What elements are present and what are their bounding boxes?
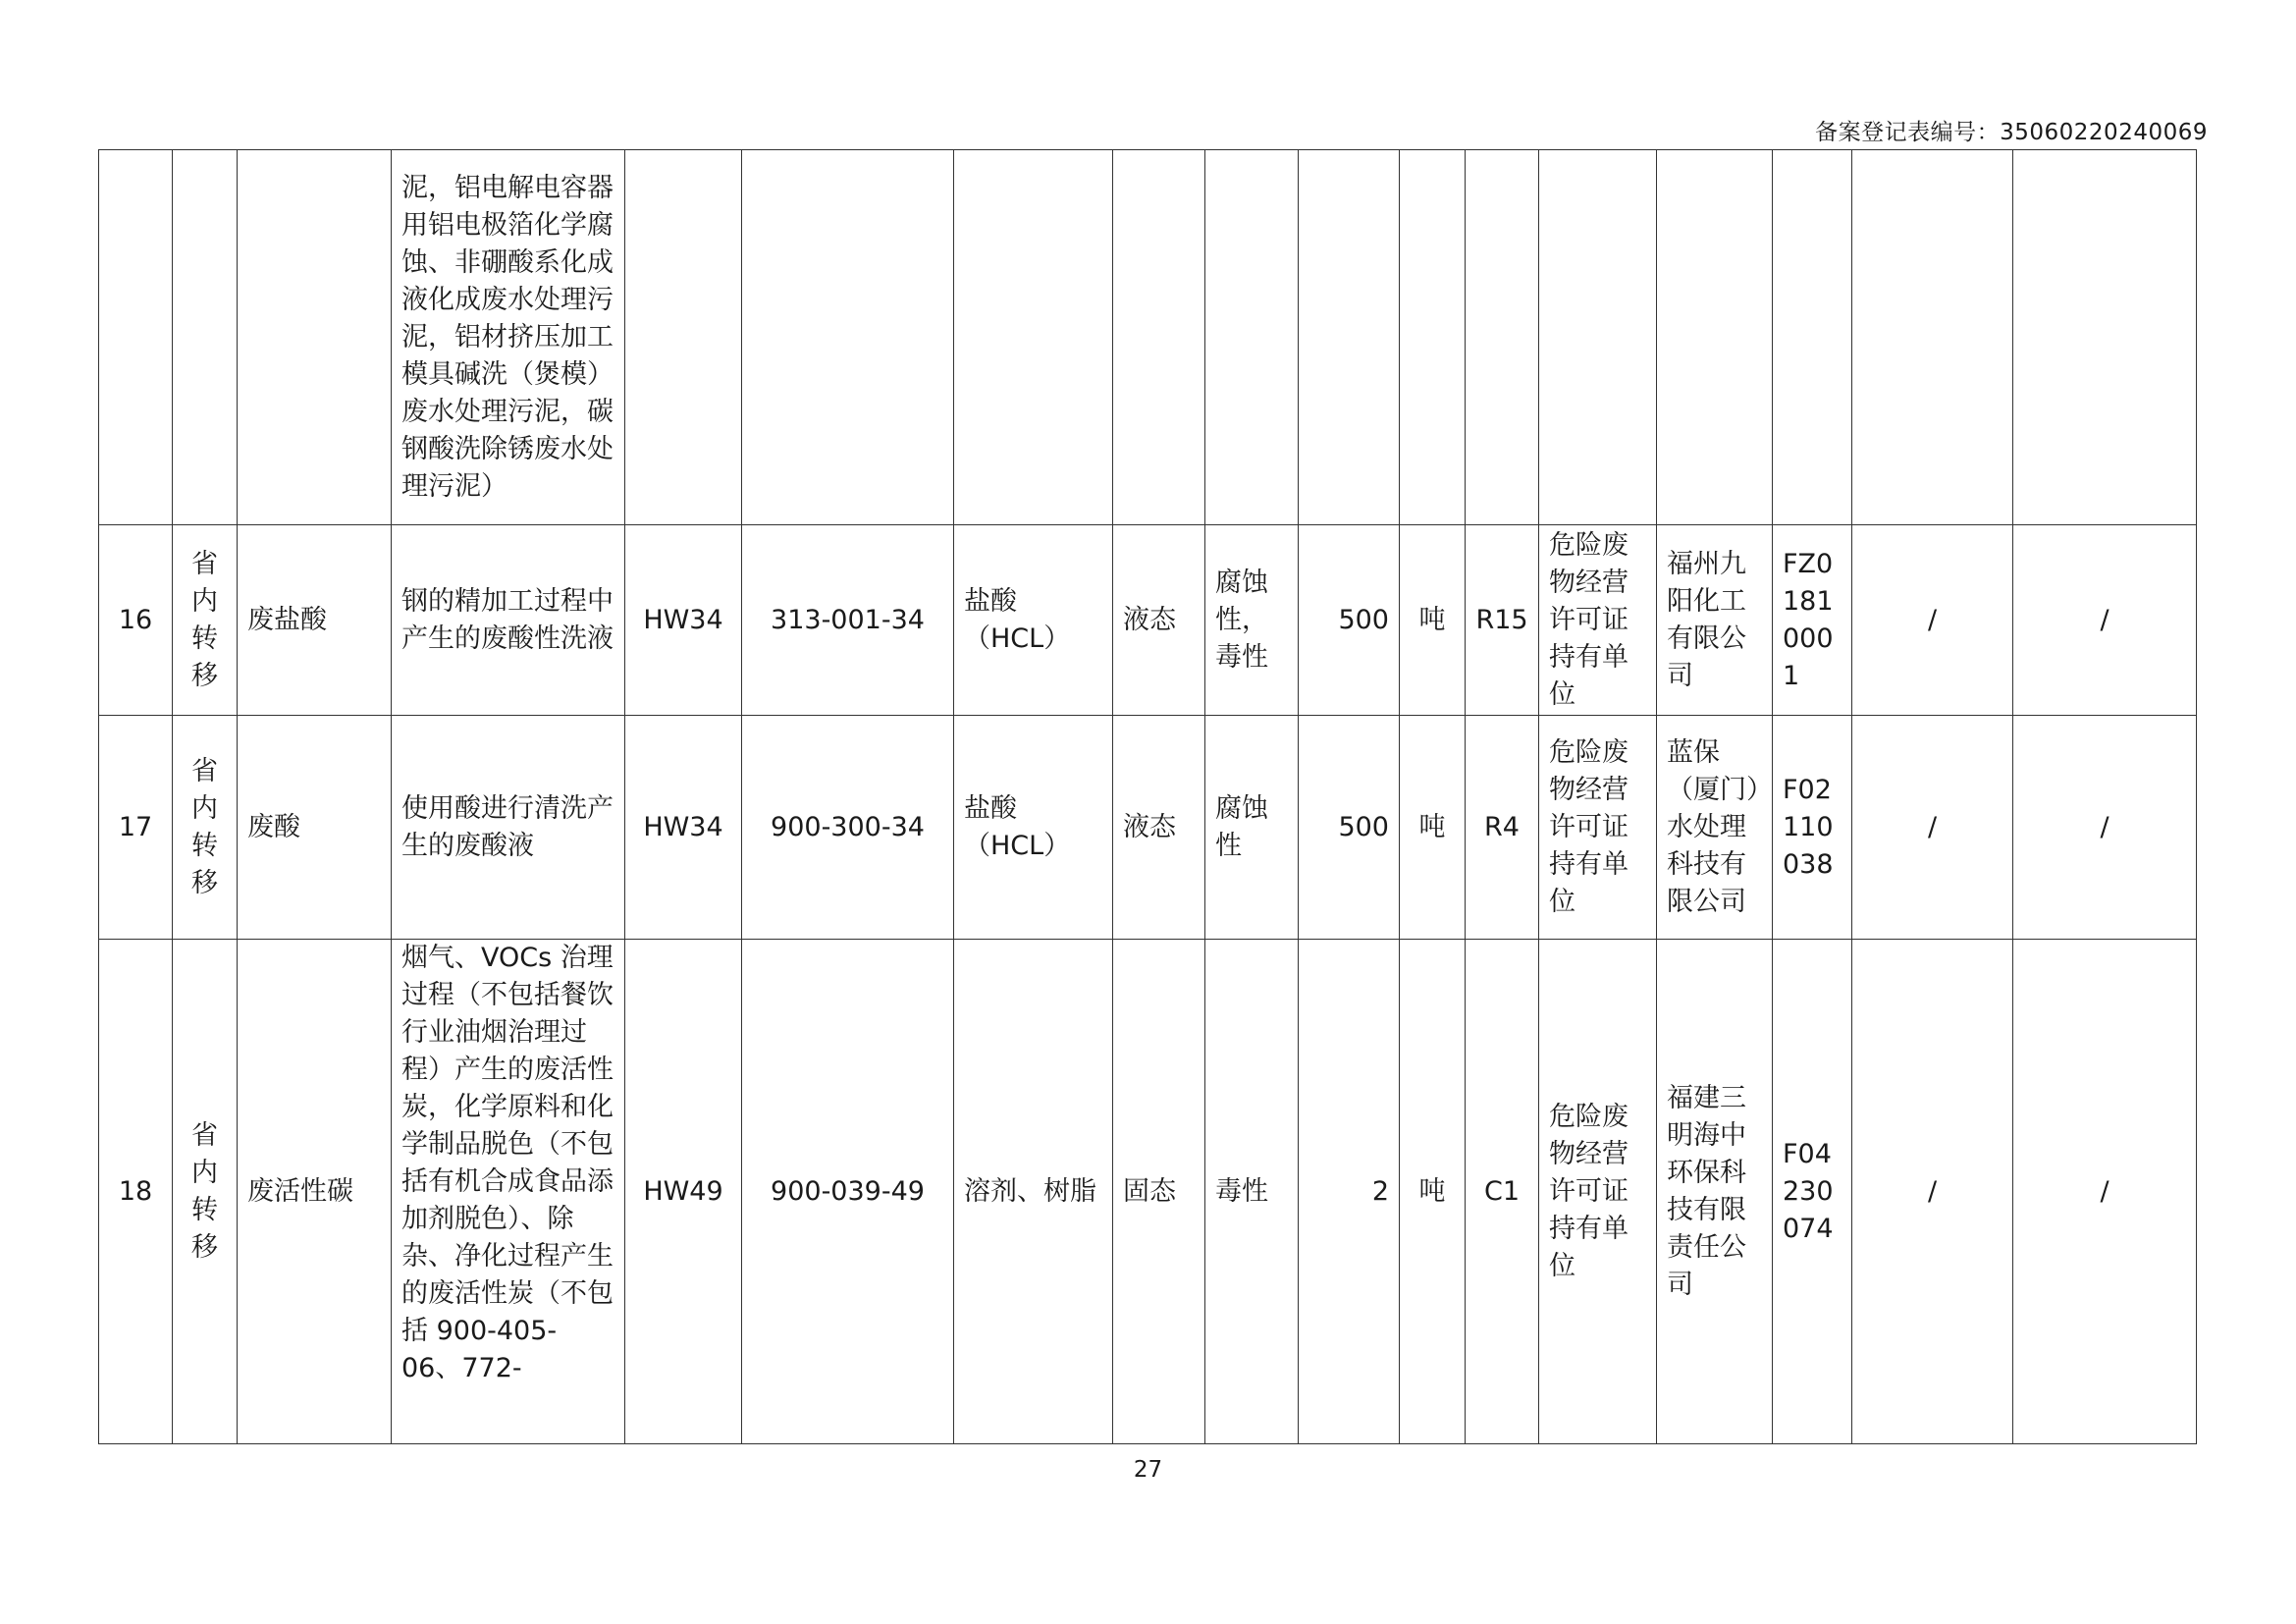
cell-no: [99, 150, 173, 525]
cell-amount: [1299, 150, 1400, 525]
cell-component: 盐酸（HCL）: [954, 525, 1113, 716]
cell-amount: 500: [1299, 716, 1400, 940]
cell-unit: 吨: [1400, 525, 1466, 716]
cell-qualification: 危险废物经营许可证持有单位: [1539, 716, 1657, 940]
cell-category: HW34: [625, 716, 742, 940]
cell-method: R4: [1466, 716, 1539, 940]
cell-license: F04230074: [1773, 940, 1852, 1444]
cell-component: 溶剂、树脂: [954, 940, 1113, 1444]
cell-transfer: 省内转移: [173, 525, 238, 716]
cell-form: [1113, 150, 1205, 525]
cell-qualification: 危险废物经营许可证持有单位: [1539, 525, 1657, 716]
table-row-continuation: [99, 150, 2197, 525]
cell-no: 18: [99, 940, 173, 1444]
cell-col14: [1852, 150, 2013, 525]
cell-method: C1: [1466, 940, 1539, 1444]
cell-name: [238, 150, 392, 525]
cell-form: 液态: [1113, 716, 1205, 940]
cell-receiver: 福建三明海中环保科技有限责任公司: [1657, 940, 1773, 1444]
table-row: [99, 940, 2197, 1444]
page-number: 27: [1133, 1457, 1163, 1483]
cell-form: 液态: [1113, 525, 1205, 716]
cell-name: 废酸: [238, 716, 392, 940]
cell-unit: [1400, 150, 1466, 525]
cell-receiver: [1657, 150, 1773, 525]
cell-code: 900-039-49: [742, 940, 954, 1444]
cell-unit: 吨: [1400, 716, 1466, 940]
cell-license: FZ01810001: [1773, 525, 1852, 716]
cell-col14: /: [1852, 716, 2013, 940]
cell-no: 16: [99, 525, 173, 716]
cell-amount: 500: [1299, 525, 1400, 716]
cell-form: 固态: [1113, 940, 1205, 1444]
cell-category: HW34: [625, 525, 742, 716]
cell-code: 313-001-34: [742, 525, 954, 716]
cell-amount: 2: [1299, 940, 1400, 1444]
cell-source: 泥，铝电解电容器用铝电极箔化学腐蚀、非硼酸系化成液化成废水处理污泥，铝材挤压加工模具碱洗（煲模）废水处理污泥，碳钢酸洗除锈废水处理污泥）: [392, 150, 625, 525]
cell-license: F02110038: [1773, 716, 1852, 940]
table-row: [99, 716, 2197, 940]
cell-col15: /: [2013, 525, 2197, 716]
cell-component: 盐酸（HCL）: [954, 716, 1113, 940]
cell-col14: /: [1852, 940, 2013, 1444]
cell-component: [954, 150, 1113, 525]
cell-license: [1773, 150, 1852, 525]
cell-hazard: 毒性: [1205, 940, 1299, 1444]
cell-col15: /: [2013, 716, 2197, 940]
cell-name: 废盐酸: [238, 525, 392, 716]
cell-receiver: 蓝保（厦门）水处理科技有限公司: [1657, 716, 1773, 940]
cell-source: 使用酸进行清洗产生的废酸液: [392, 716, 625, 940]
cell-col14: /: [1852, 525, 2013, 716]
cell-col15: /: [2013, 940, 2197, 1444]
cell-category: HW49: [625, 940, 742, 1444]
cell-code: 900-300-34: [742, 716, 954, 940]
cell-qualification: [1539, 150, 1657, 525]
cell-col15: [2013, 150, 2197, 525]
cell-source: 钢的精加工过程中产生的废酸性洗液: [392, 525, 625, 716]
cell-category: [625, 150, 742, 525]
cell-hazard: 腐蚀性，毒性: [1205, 525, 1299, 716]
record-number: 备案登记表编号：35060220240069: [1815, 120, 2208, 145]
cell-no: 17: [99, 716, 173, 940]
cell-unit: 吨: [1400, 940, 1466, 1444]
cell-hazard: 腐蚀性: [1205, 716, 1299, 940]
cell-method: R15: [1466, 525, 1539, 716]
hazardous-waste-table: [98, 149, 2197, 1444]
cell-name: 废活性碳: [238, 940, 392, 1444]
cell-qualification: 危险废物经营许可证持有单位: [1539, 940, 1657, 1444]
cell-code: [742, 150, 954, 525]
cell-transfer: [173, 150, 238, 525]
cell-method: [1466, 150, 1539, 525]
table-row: [99, 525, 2197, 716]
cell-source: 烟气、VOCs 治理过程（不包括餐饮行业油烟治理过程）产生的废活性炭，化学原料和化学制品脱色（不包括有机合成食品添加剂脱色）、除杂、净化过程产生的废活性炭（不包括 900-405-06、772-: [392, 940, 625, 1444]
cell-transfer: 省内转移: [173, 940, 238, 1444]
cell-transfer: 省内转移: [173, 716, 238, 940]
cell-receiver: 福州九阳化工有限公司: [1657, 525, 1773, 716]
cell-hazard: [1205, 150, 1299, 525]
